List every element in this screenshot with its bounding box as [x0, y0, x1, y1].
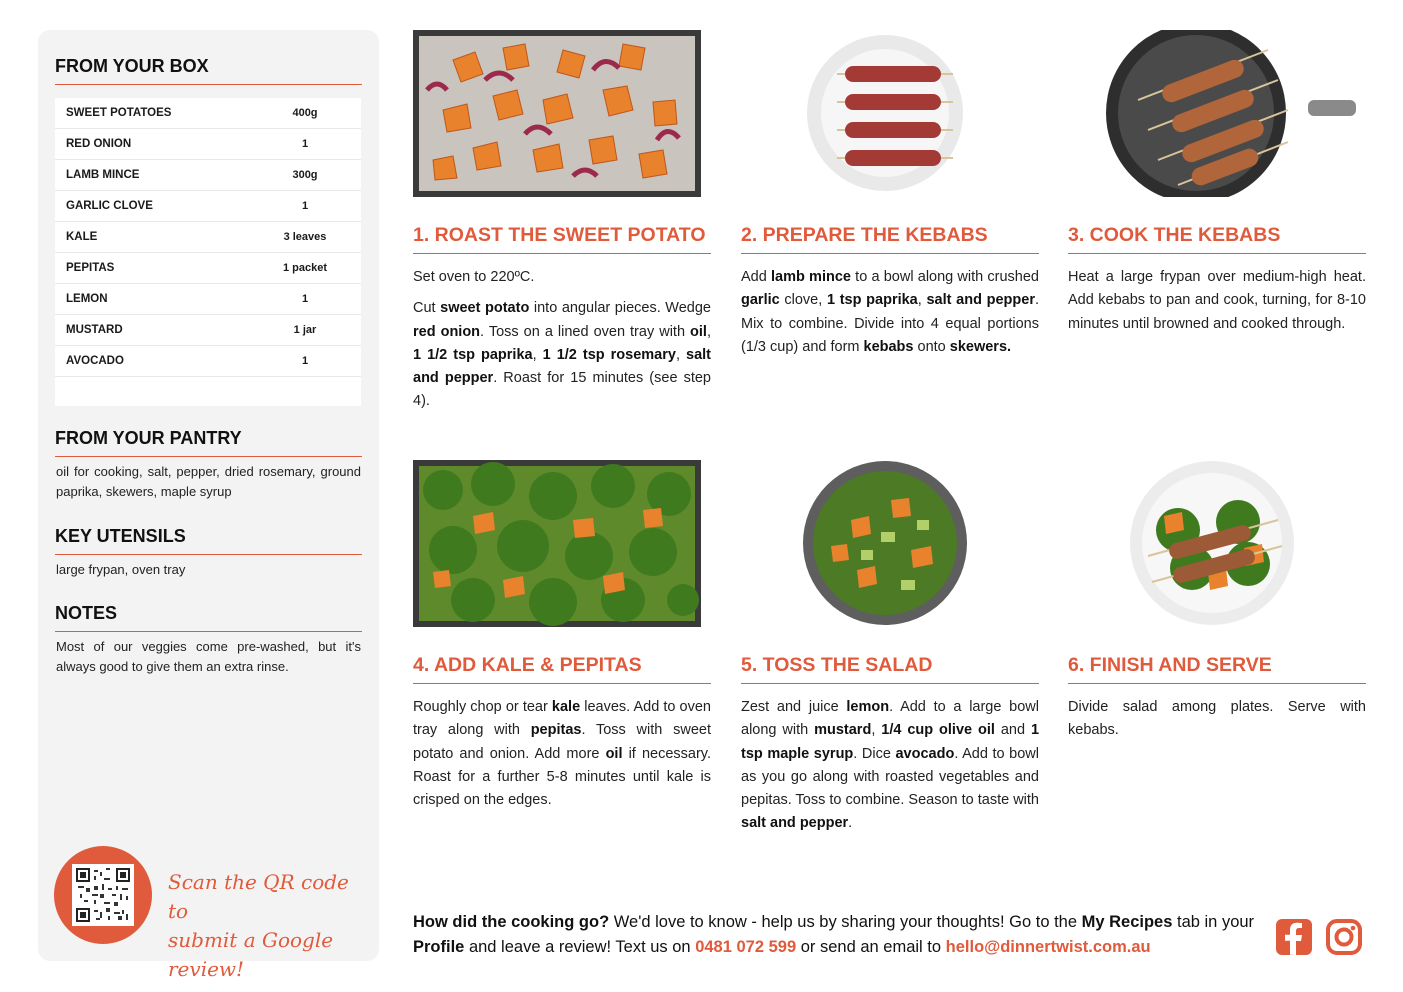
from-your-pantry-heading: FROM YOUR PANTRY — [55, 428, 362, 457]
ingredient-highlight: 1 tsp paprika — [826, 292, 918, 309]
step-text: clove, — [779, 292, 827, 309]
ingredient-row — [55, 315, 361, 346]
step-text: , — [917, 292, 927, 309]
key-utensils-heading: KEY UTENSILS — [55, 526, 362, 555]
step-text: Add — [741, 269, 772, 285]
ingredient-highlight: salt and pepper — [741, 815, 849, 832]
step-1-photo — [413, 30, 701, 197]
ingredient-row — [55, 191, 361, 222]
ingredient-name: RED ONION — [66, 138, 132, 150]
step-text: to a bowl along with crushed — [850, 269, 1039, 285]
from-your-box-heading: FROM YOUR BOX — [55, 56, 362, 85]
ingredient-highlight: oil — [605, 745, 623, 762]
ingredient-highlight: lemon — [846, 699, 890, 715]
step-1-title: 1. ROAST THE SWEET POTATO — [413, 224, 711, 254]
ingredient-quantity: 1 — [301, 293, 309, 305]
step-text: into angular pieces. Wedge — [529, 300, 711, 317]
step-text: . — [848, 815, 853, 832]
ingredient-highlight: 1 1/2 tsp paprika — [413, 346, 533, 363]
step-5-title: 5. TOSS THE SALAD — [741, 654, 1039, 684]
ingredient-highlight: kebabs — [863, 338, 914, 355]
step-text: Roughly chop or tear — [413, 699, 552, 715]
ingredient-highlight: mustard — [814, 722, 872, 739]
step-text: . Toss on a lined oven tray with — [480, 323, 691, 340]
step-paragraph — [413, 266, 711, 289]
step-paragraph — [413, 696, 711, 812]
step-2-body — [741, 266, 1039, 367]
step-5-body — [741, 696, 1039, 844]
step-4-body — [413, 696, 711, 820]
ingredient-highlight: oil — [690, 323, 707, 340]
ingredient-name: LAMB MINCE — [66, 169, 140, 181]
ingredient-highlight: lamb mince — [771, 269, 851, 285]
step-text: and — [994, 722, 1031, 739]
ingredient-quantity: 1 jar — [293, 324, 317, 336]
ingredient-quantity: 300g — [292, 169, 318, 181]
step-text: . Toss with sweet potato and onion. Add more — [413, 722, 711, 762]
ingredient-name: GARLIC CLOVE — [66, 200, 153, 212]
feedback-footer — [413, 910, 1263, 960]
step-2-title: 2. PREPARE THE KEBABS — [741, 224, 1039, 254]
qr-review-prompt — [168, 868, 368, 984]
ingredient-name: MUSTARD — [66, 324, 123, 336]
step-text: Cut — [413, 300, 441, 317]
step-6-photo — [1068, 460, 1356, 627]
step-1-body — [413, 266, 711, 422]
step-paragraph — [741, 696, 1039, 836]
ingredient-quantity: 1 packet — [282, 262, 328, 274]
qr-code[interactable] — [72, 864, 134, 926]
footer-text-2: tab in your — [1172, 913, 1255, 931]
ingredients-table — [55, 98, 361, 406]
step-3-photo — [1068, 30, 1356, 197]
ingredient-name: PEPITAS — [66, 262, 115, 274]
facebook-icon[interactable] — [1275, 918, 1313, 956]
ingredient-highlight: sweet potato — [440, 300, 530, 317]
ingredient-highlight: red onion — [413, 323, 481, 340]
step-4-photo — [413, 460, 701, 627]
phone-link[interactable]: 0481 072 599 — [695, 938, 797, 956]
notes-heading: NOTES — [55, 603, 362, 632]
qr-prompt-line-2: submit a Google review! — [168, 928, 334, 981]
footer-question: How did the cooking go? — [413, 913, 610, 931]
step-text: . Dice — [853, 745, 896, 762]
utensils-text: large frypan, oven tray — [56, 562, 186, 577]
step-3-title: 3. COOK THE KEBABS — [1068, 224, 1366, 254]
step-text: if necessary. Roast for a further 5-8 minutes until kale is crisped on the edges. — [413, 745, 711, 809]
step-text: . Add to bowl as you go along with roasted vegetables and pepitas. Toss to combine. Season to taste with — [741, 745, 1039, 809]
step-text: Divide salad among plates. Serve with kebabs. — [1068, 699, 1366, 739]
qr-prompt-line-1: Scan the QR code to — [168, 870, 349, 923]
ingredient-row — [55, 129, 361, 160]
step-4-title: 4. ADD KALE & PEPITAS — [413, 654, 711, 684]
footer-text-3: and leave a review! Text us on — [464, 938, 696, 956]
profile-label: Profile — [413, 938, 465, 956]
step-text: Zest and juice — [741, 699, 847, 715]
step-6-title: 6. FINISH AND SERVE — [1068, 654, 1366, 684]
step-5-photo — [741, 460, 1029, 627]
ingredient-quantity: 400g — [292, 107, 318, 119]
ingredient-quantity: 1 — [301, 138, 309, 150]
ingredient-name: LEMON — [66, 293, 108, 305]
step-text: Heat a large frypan over medium-high heat. Add kebabs to pan and cook, turning, for 8-10 minutes until browned and cooked through. — [1068, 269, 1366, 332]
email-link[interactable]: hello@dinnertwist.com.au — [945, 938, 1151, 956]
step-6-body — [1068, 696, 1366, 751]
footer-text-4: or send an email to — [796, 938, 946, 956]
ingredient-highlight: 1 1/2 tsp rosemary — [542, 346, 676, 363]
ingredient-quantity: 1 — [301, 355, 309, 367]
ingredient-highlight: kale — [551, 699, 581, 715]
instagram-icon[interactable] — [1325, 918, 1363, 956]
step-text: . Mix to combine. Divide into 4 equal portions (1/3 cup) and form — [741, 292, 1040, 355]
step-2-photo — [741, 30, 1029, 197]
step-text: , — [532, 346, 543, 363]
ingredient-row — [55, 222, 361, 253]
ingredient-highlight: pepitas — [530, 722, 582, 739]
sidebar-panel — [38, 30, 379, 981]
pantry-text: oil for cooking, salt, pepper, dried rosemary, ground paprika, skewers, maple syrup — [56, 464, 361, 499]
ingredient-name: KALE — [66, 231, 98, 243]
step-text: , — [706, 323, 711, 340]
ingredient-row — [55, 346, 361, 377]
qr-code-icon — [76, 868, 130, 922]
step-text: , — [675, 346, 686, 363]
step-paragraph — [741, 266, 1039, 359]
step-text: . Roast for 15 minutes (see step 4). — [413, 370, 711, 410]
ingredient-name: SWEET POTATOES — [66, 107, 172, 119]
step-text: Set oven to 220ºC. — [413, 269, 535, 285]
ingredient-row — [55, 98, 361, 129]
step-paragraph — [1068, 696, 1366, 743]
ingredient-highlight: 1/4 cup olive oil — [881, 722, 995, 739]
ingredient-highlight: skewers. — [949, 338, 1012, 355]
ingredient-name: AVOCADO — [66, 355, 124, 367]
step-text: leaves. Add to oven tray along with — [413, 699, 711, 739]
footer-text-1: We'd love to know - help us by sharing your thoughts! Go to the — [609, 913, 1082, 931]
ingredient-highlight: salt and pepper — [413, 346, 711, 387]
ingredient-quantity: 3 leaves — [283, 231, 327, 243]
step-3-body — [1068, 266, 1366, 344]
step-paragraph — [1068, 266, 1366, 336]
ingredient-highlight: garlic — [741, 292, 780, 309]
my-recipes-label: My Recipes — [1081, 913, 1173, 931]
ingredient-highlight: 1 tsp maple syrup — [741, 722, 1040, 762]
ingredient-row — [55, 284, 361, 315]
notes-text: Most of our veggies come pre-washed, but it's always good to give them an extra rinse. — [56, 639, 361, 674]
ingredient-row — [55, 253, 361, 284]
step-text: onto — [913, 338, 950, 355]
step-paragraph — [413, 297, 711, 413]
ingredient-highlight: avocado — [895, 745, 955, 762]
ingredient-highlight: salt and pepper — [926, 292, 1035, 309]
step-text: , — [871, 722, 882, 739]
ingredient-quantity: 1 — [301, 200, 309, 212]
step-text: . Add to a large bowl along with — [741, 699, 1039, 739]
ingredient-row — [55, 160, 361, 191]
qr-code-badge[interactable] — [54, 846, 152, 944]
